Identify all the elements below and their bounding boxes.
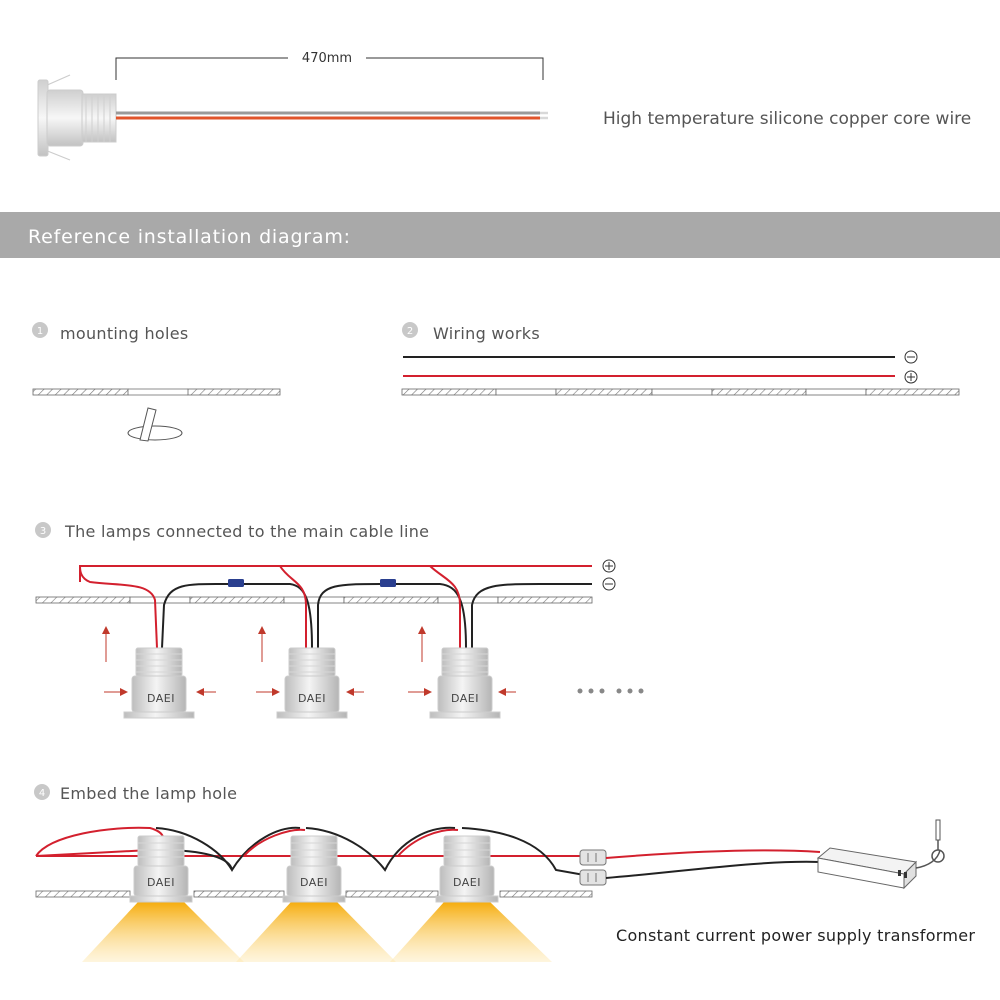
circled-plus-icon [603, 560, 615, 572]
ellipsis-dots-icon [578, 689, 644, 694]
lamp-brand: DAEI [300, 876, 328, 889]
numbered-circle-icon [34, 784, 50, 800]
dimension-label: 470mm [301, 51, 353, 66]
transformer-icon [818, 848, 916, 888]
step-number: 1 [36, 326, 44, 337]
lamp [436, 836, 498, 902]
circled-minus-icon [603, 578, 615, 590]
step-number: 4 [38, 788, 46, 799]
banner-title: Reference installation diagram: [28, 226, 351, 248]
step-2-wiring-works [402, 322, 959, 395]
lamp [283, 836, 345, 902]
lamp-brand: DAEI [147, 692, 175, 705]
lamp-brand: DAEI [298, 692, 326, 705]
light-beam [236, 902, 396, 962]
lamp [430, 648, 500, 718]
numbered-circle-icon [402, 322, 418, 338]
light-beam [82, 902, 244, 962]
step-label: The lamps connected to the main cable line [65, 522, 430, 541]
step-number: 2 [406, 326, 414, 337]
lamp [130, 836, 192, 902]
drill-tool-icon [128, 408, 182, 441]
transformer-caption: Constant current power supply transformer [616, 926, 976, 945]
lamp-brand: DAEI [451, 692, 479, 705]
step-label: mounting holes [60, 324, 189, 343]
step-label: Embed the lamp hole [60, 784, 238, 803]
terminal-connector [580, 850, 606, 885]
circled-plus-icon [905, 371, 917, 383]
numbered-circle-icon [32, 322, 48, 338]
wire-caption: High temperature silicone copper core wire [603, 109, 972, 129]
circled-minus-icon [905, 351, 917, 363]
main-cable-positive [80, 566, 592, 582]
lamp-side-view [38, 75, 116, 160]
light-beam [390, 902, 552, 962]
lamp [124, 648, 194, 718]
wire-connector [380, 579, 396, 587]
lamp [277, 648, 347, 718]
lamp-wire [116, 113, 548, 118]
product-drawing [38, 51, 971, 160]
step-1-mounting-holes [32, 322, 280, 441]
step-3-lamps-connected [35, 522, 644, 718]
dimension-line [116, 51, 543, 80]
wire-connector [228, 579, 244, 587]
lamp-brand: DAEI [147, 876, 175, 889]
section-banner [0, 212, 1000, 258]
step-label: Wiring works [433, 324, 540, 343]
lamp-brand: DAEI [453, 876, 481, 889]
step-4-embed-lamp-hole [34, 784, 975, 962]
numbered-circle-icon [35, 522, 51, 538]
step-number: 3 [39, 526, 47, 537]
